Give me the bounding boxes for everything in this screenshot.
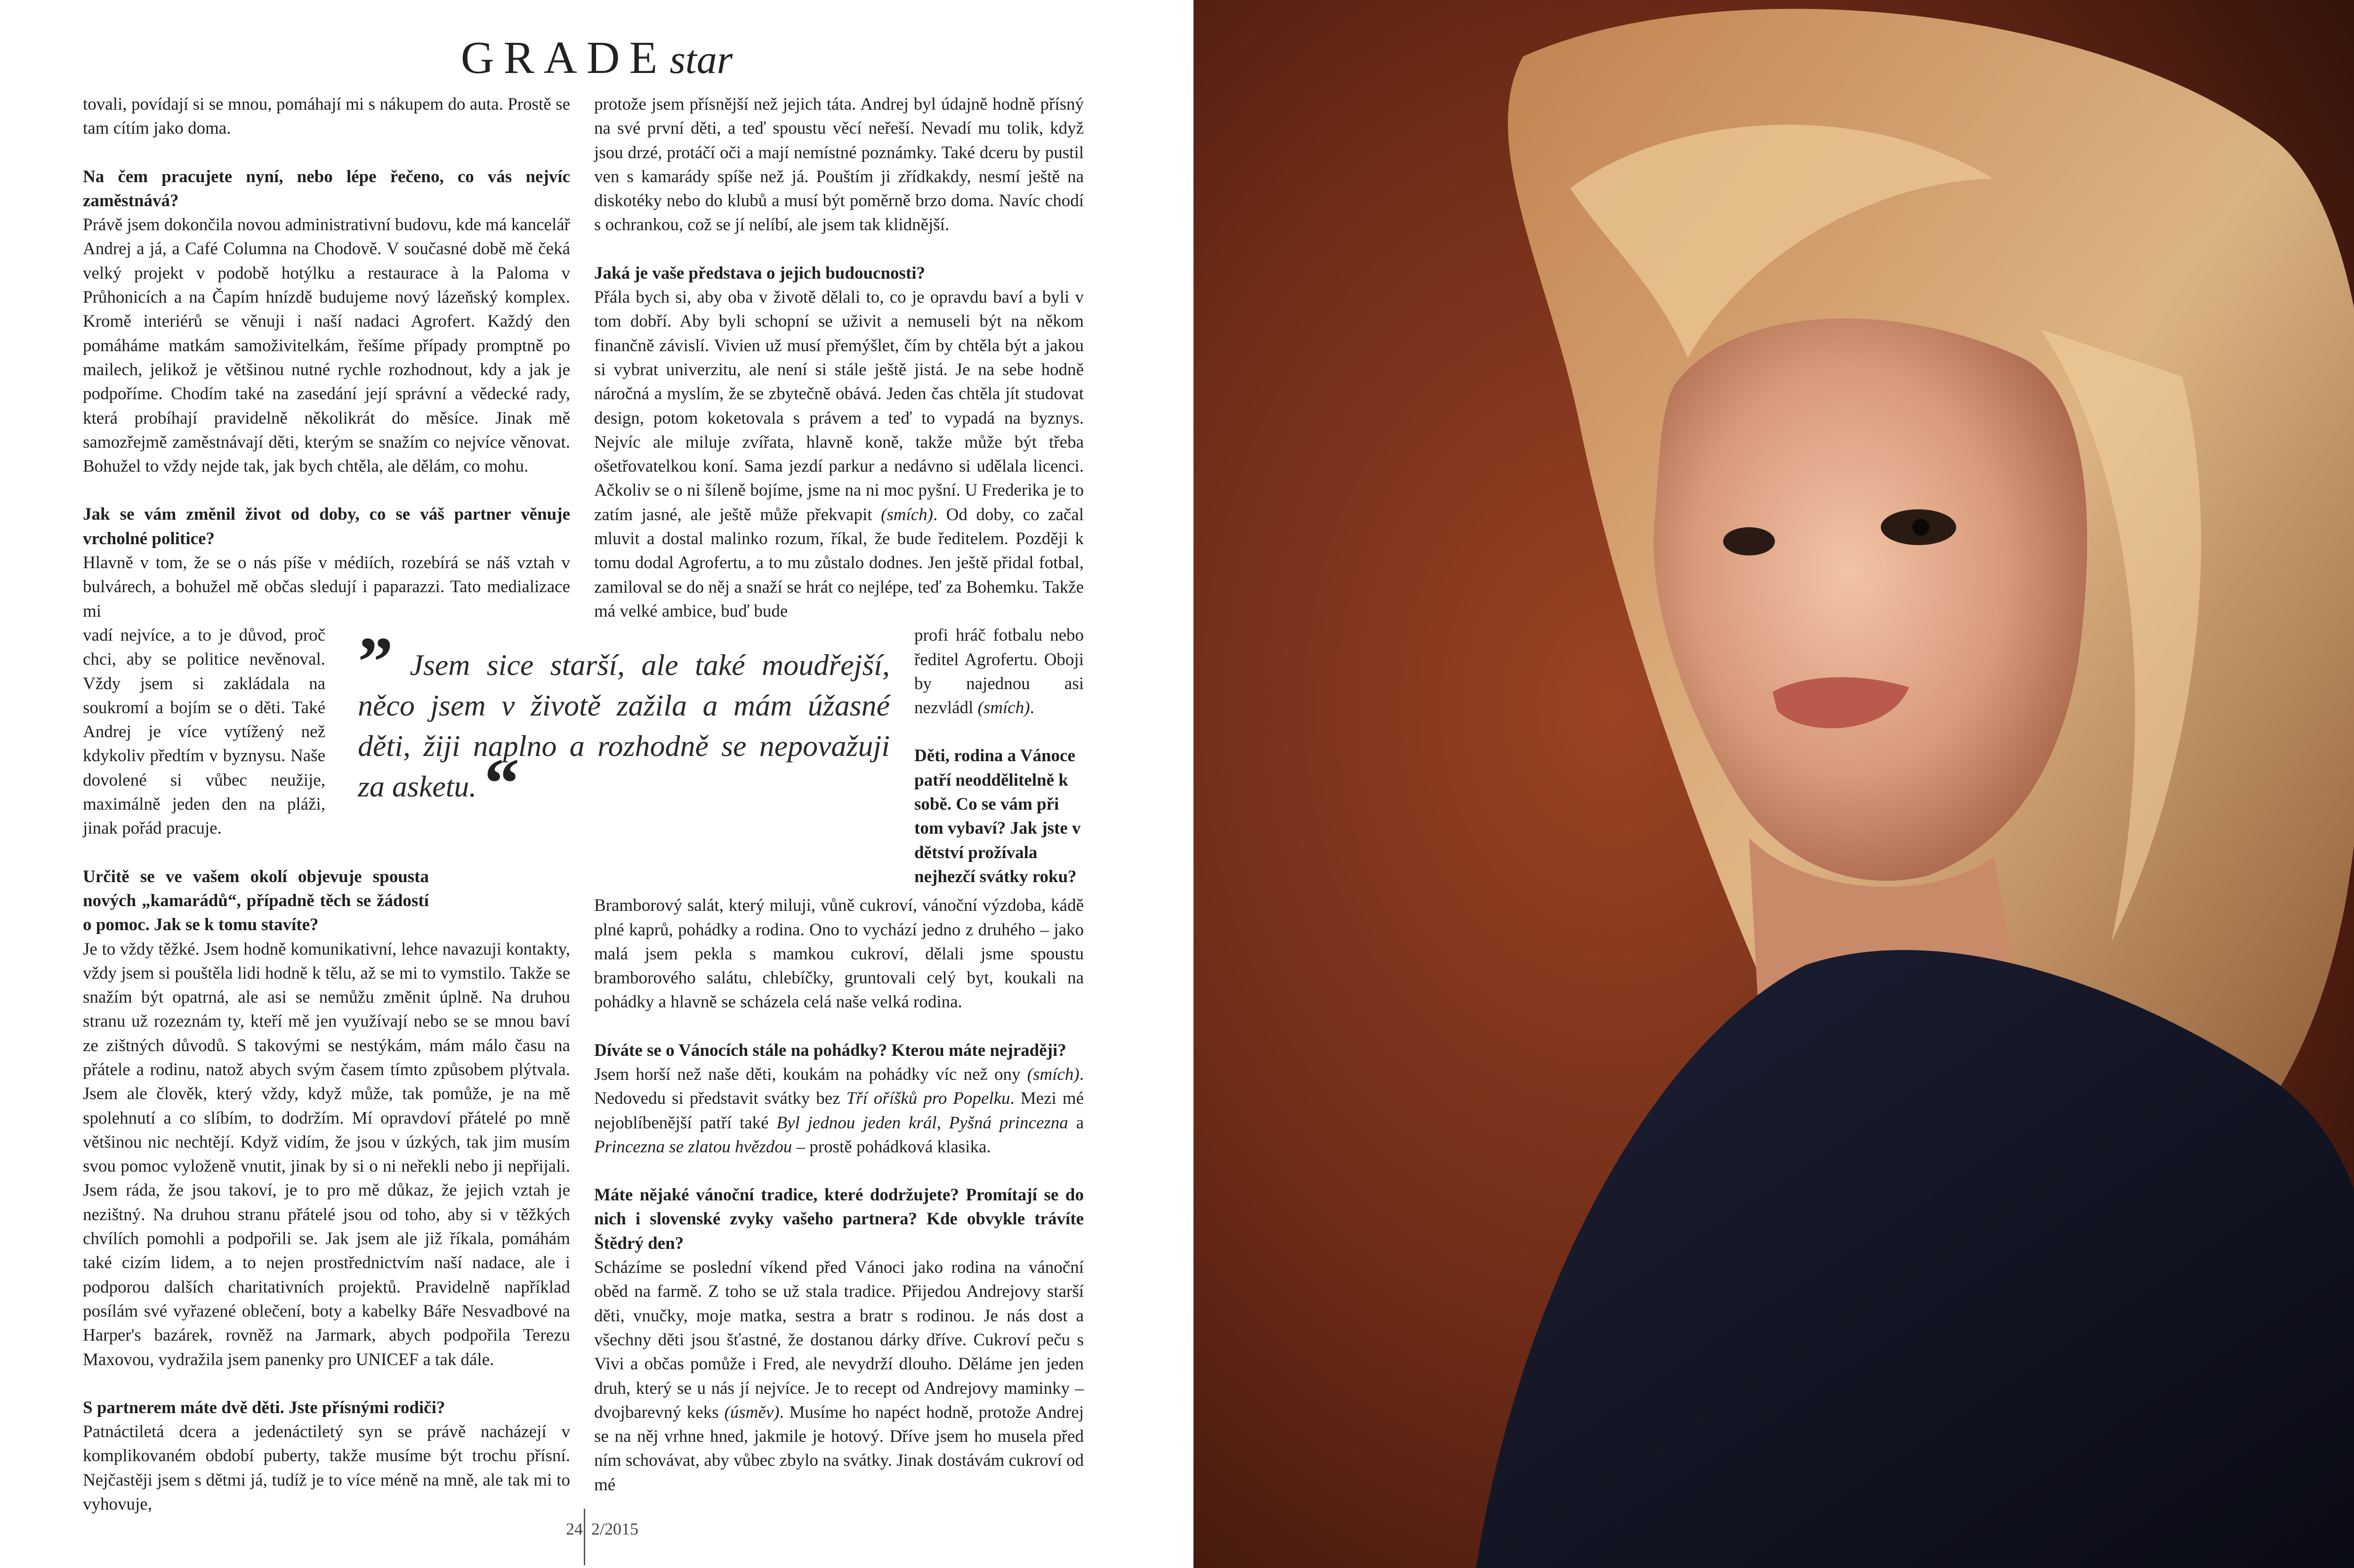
question: Určitě se ve vašem okolí objevuje spousta nových „kamarádů“, případně těch se žádostí o pomoc. Jak se k tomu stavíte? [83, 867, 429, 935]
paragraph: tovali, povídají si se mnou, pomáhají mi s nákupem do auta. Prostě se tam cítím jako doma. [83, 95, 570, 138]
answer: profi hráč fotbalu nebo ředitel Agrofertu. Oboji by najednou asi nezvládl (smích). [914, 626, 1084, 718]
pull-quote [358, 623, 890, 822]
question: Díváte se o Vánocích stále na pohádky? Kterou máte nejraději? [594, 1040, 1066, 1060]
answer: Přála bych si, aby oba v životě dělali to, co je opravdu baví a byli v tom dobří. Aby byli schopní se uživit a nemuseli být na někom finančně závislí. Vivien už musí přemýšlet, čím by chtěla být a jakou si vybrat univerzitu, ale není si stále ještě jistá. Je na sebe hodně náročná a myslím, že se zbytečně obává. Jeden čas chtěla jít studovat design, potom koketovala s právem a teď to vypadá na byznys. Nejvíc ale miluje zvířata, hlavně koně, takže může být třeba ošetřovatelkou koní. Sama jezdí parkur a nedávno si udělala licenci. Ačkoliv se o ni šíleně bojíme, jsme na ni moc pyšní. U Frederika je to zatím jasné, ale ještě může překvapit (smích). Od doby, co začal mluvit a dostal malinko rozum, říkal, že bude ředitelem. Později k tomu dodal Agrofertu, a to mu zůstalo dodnes. Jen ještě přidal fotbal, zamiloval se do něj a snaží se hrát co nejlépe, teď za Bohemku. Takže má velké ambice, buď bude [594, 288, 1084, 621]
question: Jak se vám změnil život od doby, co se váš partner věnuje vrcholné politice? [83, 505, 570, 548]
pull-quote-text: Jsem sice starší, ale také moudřejší, něco jsem v životě zažila a mám úžasné děti, žiji naplno a rozhodně se nepovažuji za asketu. [358, 648, 890, 803]
close-quote-icon: “ [484, 744, 520, 822]
paragraph: protože jsem přísnější než jejich táta. Andrej byl údajně hodně přísný na své první děti, a teď spoustu věcí neřeší. Nevadí mu tolik, když jsou drzé, protáčí oči a mají nemístné poznámky. Také dceru by pustil ven s kamarády spíše než já. Pouštím ji zřídkakdy, nesmí ještě na diskotéky nebo do klubů a musí být poměrně brzo doma. Navíc chodí s ochrankou, což se jí nelíbí, ale jsem tak klidnější. [594, 95, 1084, 235]
portrait-photo [1193, 0, 2354, 1568]
open-quote-icon: ” [358, 623, 393, 701]
answer: Patnáctiletá dcera a jedenáctiletý syn se právě nacházejí v komplikovaném období puberty, takže musíme být trochu přísní. Nejčastěji jsem s dětmi já, tudíž je to více méně na mně, ale tak mi to vyhovuje, [83, 1422, 570, 1514]
page-number: 24 [566, 1520, 583, 1538]
answer: Je to vždy těžké. Jsem hodně komunikativní, lehce navazuji kontakty, vždy jsem si pouštěla lidi hodně k tělu, až se mi to vymstilo. Takže se snažím být opatrná, ale asi se nemůžu změnit úplně. Na druhou stranu už rozeznám ty, kteří mě jen využívají nebo se se mnou baví ze zištných důvodů. S takovými se nestýkám, mám málo času na přátele a rodinu, natož abych svým časem tímto způsobem plýtvala. Jsem ale člověk, který vždy, když může, tak pomůže, je na mě spolehnutí a co slíbím, to dodržím. Mí opravdoví přátelé po mně většinou nic nechtějí. Když vidím, že jsou v úzkých, tak jim musím svou pomoc vyloženě vnutit, jinak by si o ni neřekli nebo ji nepřijali. Jsem ráda, že jsou takoví, je to pro mě důkaz, že jejich vztah je nezištný. Na druhou stranu přátelé jsou od toho, aby si v těžkých chvílích pomohli a podpořili se. Jak jsem ale již říkala, pomáhám také cizím lidem, a to nejen prostřednictvím naší nadace, ale i podporou dalších charitativních projektů. Pravidelně například posílám své vyřazené oblečení, boty a kabelky Báře Nesvadbové na Harper's bazárek, rovněž na Jarmark, abych podpořila Terezu Maxovou, vydražila jsem panenky pro UNICEF a tak dále. [83, 939, 570, 1369]
issue-number: 2/2015 [591, 1520, 639, 1538]
question: Máte nějaké vánoční tradice, které dodržujete? Promítají se do nich i slovenské zvyky vašeho partnera? Kde obvykle trávíte Štědrý den? [594, 1185, 1084, 1253]
question: Na čem pracujete nyní, nebo lépe řečeno, co vás nejvíc zaměstnává? [83, 167, 570, 210]
folio [518, 1509, 676, 1565]
folio-divider [584, 1509, 585, 1565]
answer: Právě jsem dokončila novou administrativní budovu, kde má kancelář Andrej a já, a Café Columna na Chodově. V současné době mě čeká velký projekt v podobě hotýlku a restaurace à la Paloma v Průhonicích a na Čapím hnízdě budujeme nový lázeňský komplex. Kromě interiérů se věnuji i naší nadaci Agrofert. Každý den pomáháme matkám samoživitelkám, řešíme případy promptně po mailech, jelikož je většinou nutné rychle rozhodnout, kdy a jak je podpoříme. Chodím také na zasedání její správní a vědecké rady, která probíhají pravidelně několikrát do měsíce. Jinak mě samozřejmě zaměstnávají děti, kterým se snažím co nejvíce věnovat. Bohužel to vždy nejde tak, jak bych chtěla, ale dělám, co mohu. [83, 215, 570, 476]
question: Děti, rodina a Vánoce patří neoddělitelně k sobě. Co se vám při tom vybaví? Jak jste v dětství prožívala nejhezčí svátky roku? [914, 746, 1081, 886]
answer: Hlavně v tom, že se o nás píše v médiích, rozebírá se náš vztah v bulvárech, a bohužel mě občas sledují i paparazzi. Tato medializace mi [83, 553, 570, 621]
question: S partnerem máte dvě děti. Jste přísnými rodiči? [83, 1398, 445, 1417]
masthead-title: GRADE [460, 32, 667, 83]
masthead-subtitle: star [669, 37, 733, 82]
answer: Scházíme se poslední víkend před Vánoci jako rodina na vánoční oběd na farmě. Z toho se už stala tradice. Přijedou Andrejovy starší děti, vnučky, moje matka, sestra a bratr s rodinou. Je nás dost a všechny děti jsou šťastné, že dostanou dárky dříve. Cukroví peču s Vivi a občas pomůže i Fred, ale nevydrží dlouho. Děláme jen jeden druh, který se u nás jí nejvíce. Je to recept od Andrejovy maminky – dvojbarevný keks (úsměv). Musíme ho napéct hodně, protože Andrej se na něj vrhne hned, jakmile je hotový. Dříve jsem ho musela před ním schovávat, aby vůbec zbylo na svátky. Jinak dostávám cukroví od mé [594, 1258, 1084, 1495]
answer: vadí nejvíce, a to je důvod, proč chci, aby se politice nevěnoval. Vždy jsem si zakládala na soukromí a bojím se o děti. Také Andrej je více vytížený než kdykoliv předtím v byznysu. Naše dovolené si vůbec neužije, maximálně jeden den na pláži, jinak pořád pracuje. [83, 625, 325, 838]
answer: Jsem horší než naše děti, koukám na pohádky víc než ony (smích). Nedovedu si představit svátky bez Tří oříšků pro Popelku. Mezi mé nejoblíbenější patří také Byl jednou jeden král, Pyšná princezna a Princezna se zlatou hvězdou – prostě pohádková klasika. [594, 1064, 1084, 1157]
masthead [0, 27, 1193, 90]
question: Jaká je vaše představa o jejich budoucnosti? [594, 263, 926, 283]
portrait-illustration [1193, 0, 2354, 1568]
answer: Bramborový salát, který miluji, vůně cukroví, vánoční výzdoba, kádě plné kaprů, pohádky a rodina. Ono to vychází jedno z druhého – jako malá jsem pekla s mamkou cukroví, dělali jsme spoustu bramborového salátu, chlebíčky, gruntovali celý byt, koukali na pohádky a hlavně se scházela celá naše velká rodina. [594, 896, 1084, 1012]
